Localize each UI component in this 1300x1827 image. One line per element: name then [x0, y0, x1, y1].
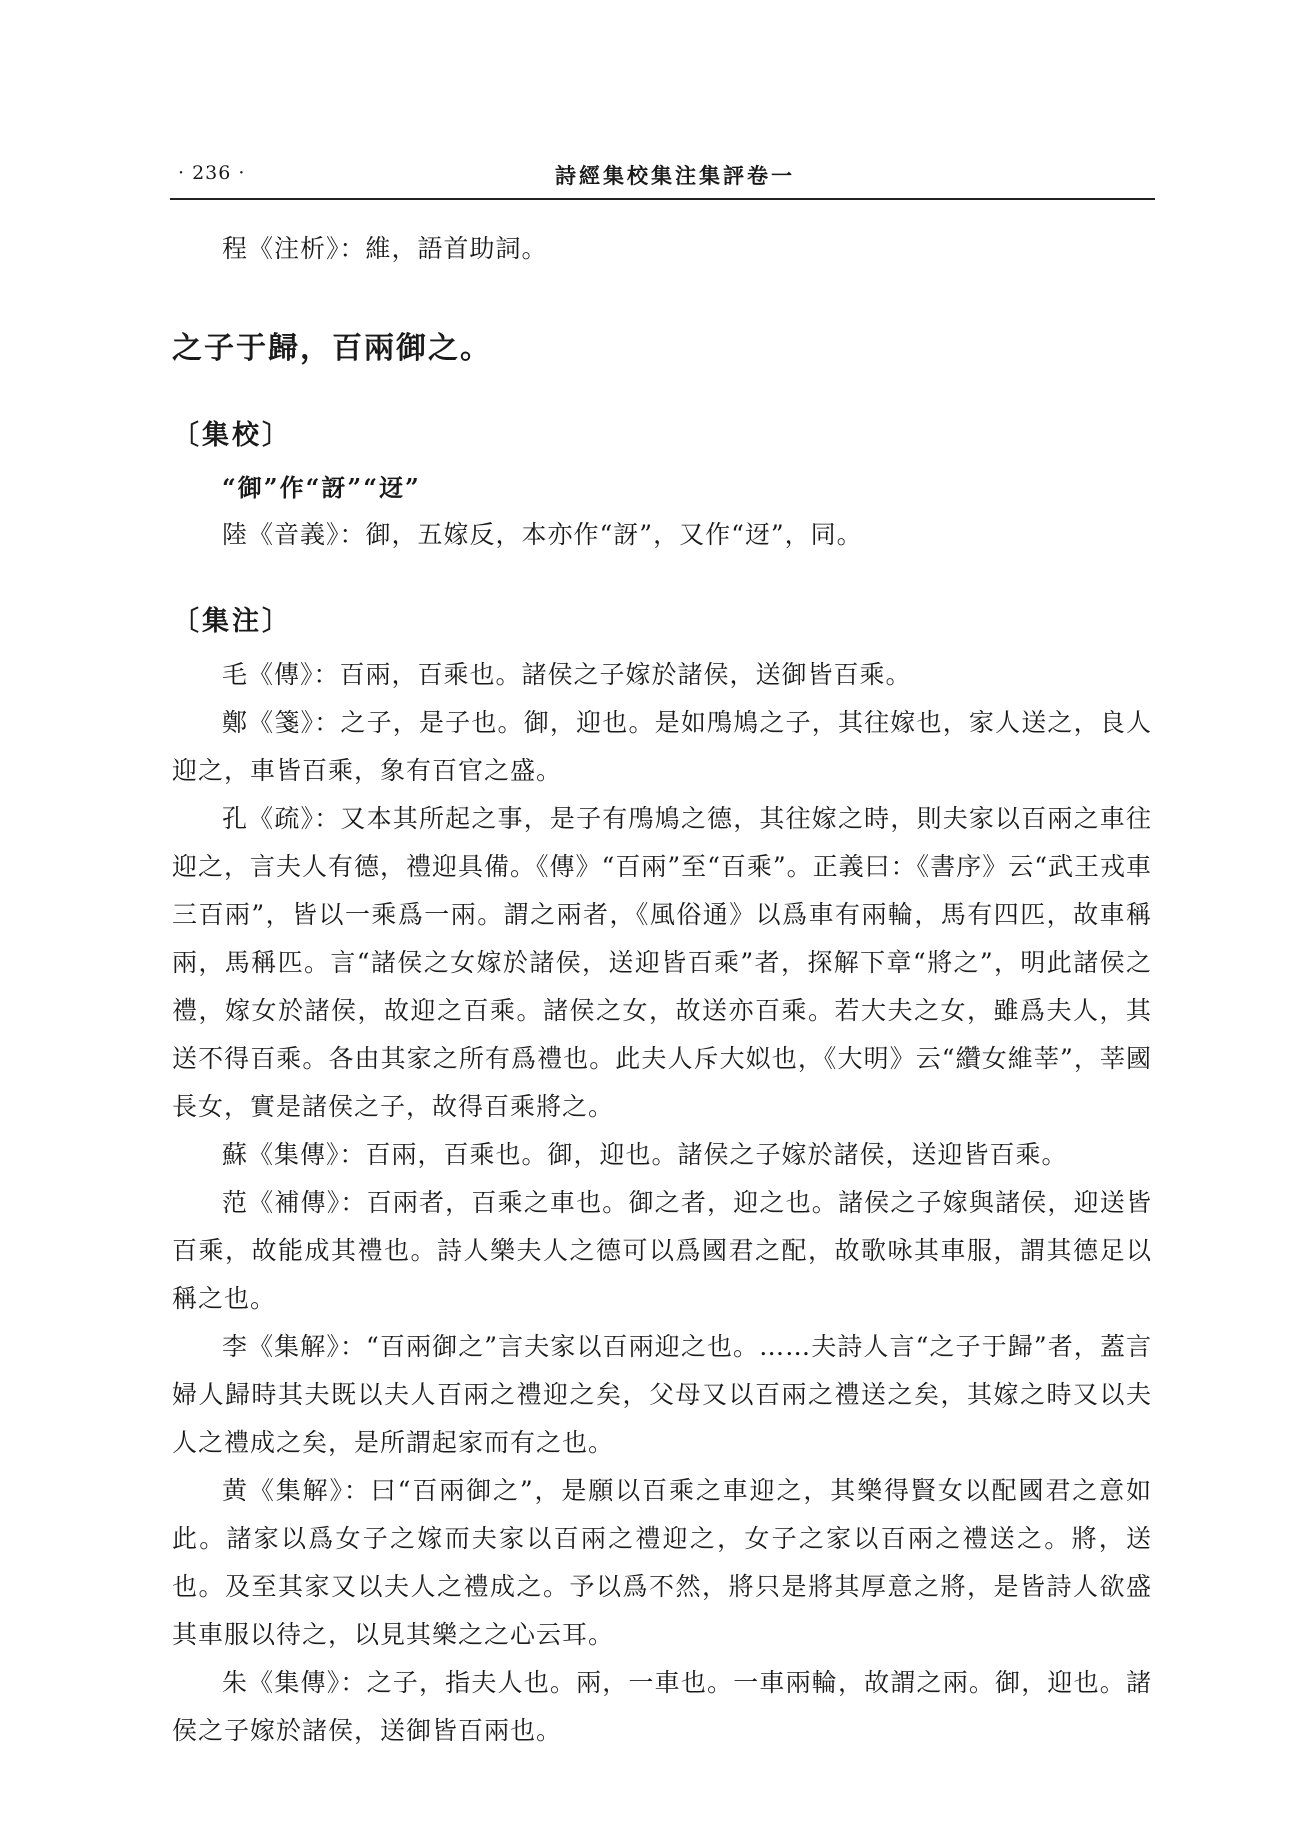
- poem-line: 之子于歸，百兩御之。: [172, 331, 492, 366]
- paragraph-cheng: 程《注析》：維，語首助詞。: [222, 234, 548, 263]
- section-heading-jizhu: 〔集注〕: [172, 606, 292, 637]
- paragraph-lu: 陸《音義》：御，五嫁反，本亦作“訝”，又作“迓”，同。: [222, 520, 863, 549]
- paragraph-fan: 范《補傳》：百兩者，百乘之車也。御之者，迎之也。諸侯之子嫁與諸侯，迎送皆百乘，故能成其禮也。詩人樂夫人之德可以爲國君之配，故歌咏其車服，謂其德足以稱之也。: [172, 1188, 1152, 1313]
- header-rule: [170, 198, 1155, 200]
- paragraph-kong: 孔《疏》：又本其所起之事，是子有鳲鳩之德，其往嫁之時，則夫家以百兩之車往迎之，言夫人有德，禮迎具備。《傳》“百兩”至“百乘”。正義曰：《書序》云“武王戎車三百兩”，皆以一乘爲一兩。謂之兩者，《風俗通》以爲車有兩輪，馬有四匹，故車稱兩，馬稱匹。言“諸侯之女嫁於諸侯，送迎皆百乘”者，探解下章“將之”，明此諸侯之禮，嫁女於諸侯，故迎之百乘。諸侯之女，故送亦百乘。若大夫之女，雖爲夫人，其送不得百乘。各由其家之所有爲禮也。此夫人斥大姒也，《大明》云“纘女維莘”，莘國長女，實是諸侯之子，故得百乘將之。: [172, 804, 1152, 1121]
- paragraph-mao: 毛《傳》：百兩，百乘也。諸侯之子嫁於諸侯，送御皆百乘。: [222, 660, 912, 689]
- paragraph-zheng: 鄭《箋》：之子，是子也。御，迎也。是如鳲鳩之子，其往嫁也，家人送之，良人迎之，車皆百乘，象有百官之盛。: [172, 708, 1152, 785]
- page-header: [170, 160, 1155, 196]
- paragraph-huang: 黄《集解》：曰“百兩御之”，是願以百乘之車迎之，其樂得賢女以配國君之意如此。諸家以爲女子之嫁而夫家以百兩之禮迎之，女子之家以百兩之禮送之。將，送也。及至其家又以夫人之禮成之。予以爲不然，將只是將其厚意之將，是皆詩人欲盛其車服以待之，以見其樂之之心云耳。: [172, 1476, 1152, 1649]
- page-number: · 236 ·: [178, 162, 246, 184]
- section-heading-jiaojiao: 〔集校〕: [172, 420, 292, 451]
- paragraph-zhu: 朱《集傳》：之子，指夫人也。兩，一車也。一車兩輪，故謂之兩。御，迎也。諸侯之子嫁於諸侯，送御皆百兩也。: [172, 1668, 1152, 1745]
- running-title: 詩經集校集注集評卷一: [555, 163, 795, 188]
- paragraph-su: 蘇《集傳》：百兩，百乘也。御，迎也。諸侯之子嫁於諸侯，送迎皆百乘。: [222, 1140, 1068, 1169]
- collation-subheading: “御”作“訝”“迓”: [222, 473, 421, 502]
- page-body: [172, 225, 1152, 1755]
- paragraph-li: 李《集解》：“百兩御之”言夫家以百兩迎之也。……夫詩人言“之子于歸”者，蓋言婦人歸時其夫既以夫人百兩之禮迎之矣，父母又以百兩之禮送之矣，其嫁之時又以夫人之禮成之矣，是所謂起家而有之也。: [172, 1332, 1152, 1457]
